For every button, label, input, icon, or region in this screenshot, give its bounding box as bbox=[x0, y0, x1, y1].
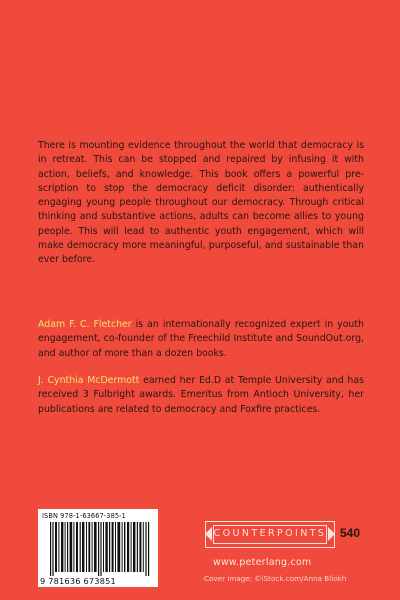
book-description: There is mounting evidence throughout the world that democracy is in retreat. This can be stopped and repaired by infusing it with action, beliefs, and knowledge. This book offers a powerful prescription to stop the democracy deficit disorder: authentically engaging young people throughout our democracy. Through critical thinking and substantive actions, adults can become allies to young people. This will lead to authentic youth engagement, which will make democracy more meaningful, purposeful, and sustainable than ever before. bbox=[38, 140, 364, 266]
isbn-label: ISBN 978-1-63667-385-1 bbox=[42, 512, 126, 520]
series-logo bbox=[205, 521, 335, 548]
author-bio-text: is an internationally recognized expert in youth engagement, co-founder of the Freechild Institute and SoundOut.org, and author of more than a dozen books. bbox=[38, 319, 364, 359]
series-number: 540 bbox=[340, 526, 361, 540]
cover-image-credit: Cover image: ©iStock.com/Anna Bliokh bbox=[204, 574, 347, 583]
author-bio-mcdermott bbox=[38, 374, 364, 417]
barcode-bars bbox=[50, 522, 150, 576]
author-bio-fletcher bbox=[38, 318, 364, 361]
author-bio-text: earned her Ed.D at Temple University and has received 3 Fulbright awards. Emeritus from Antioch University, her publications are related to democracy and Foxfire practices. bbox=[38, 375, 364, 415]
barcode-digits: 9 781636 673851 bbox=[40, 576, 116, 586]
publisher-website: www.peterlang.com bbox=[213, 557, 312, 568]
author-name: Adam F. C. Fletcher bbox=[38, 319, 132, 330]
isbn-barcode bbox=[38, 509, 158, 587]
author-name: J. Cynthia McDermott bbox=[38, 375, 140, 386]
series-name: COUNTERPOINTS bbox=[213, 528, 327, 539]
